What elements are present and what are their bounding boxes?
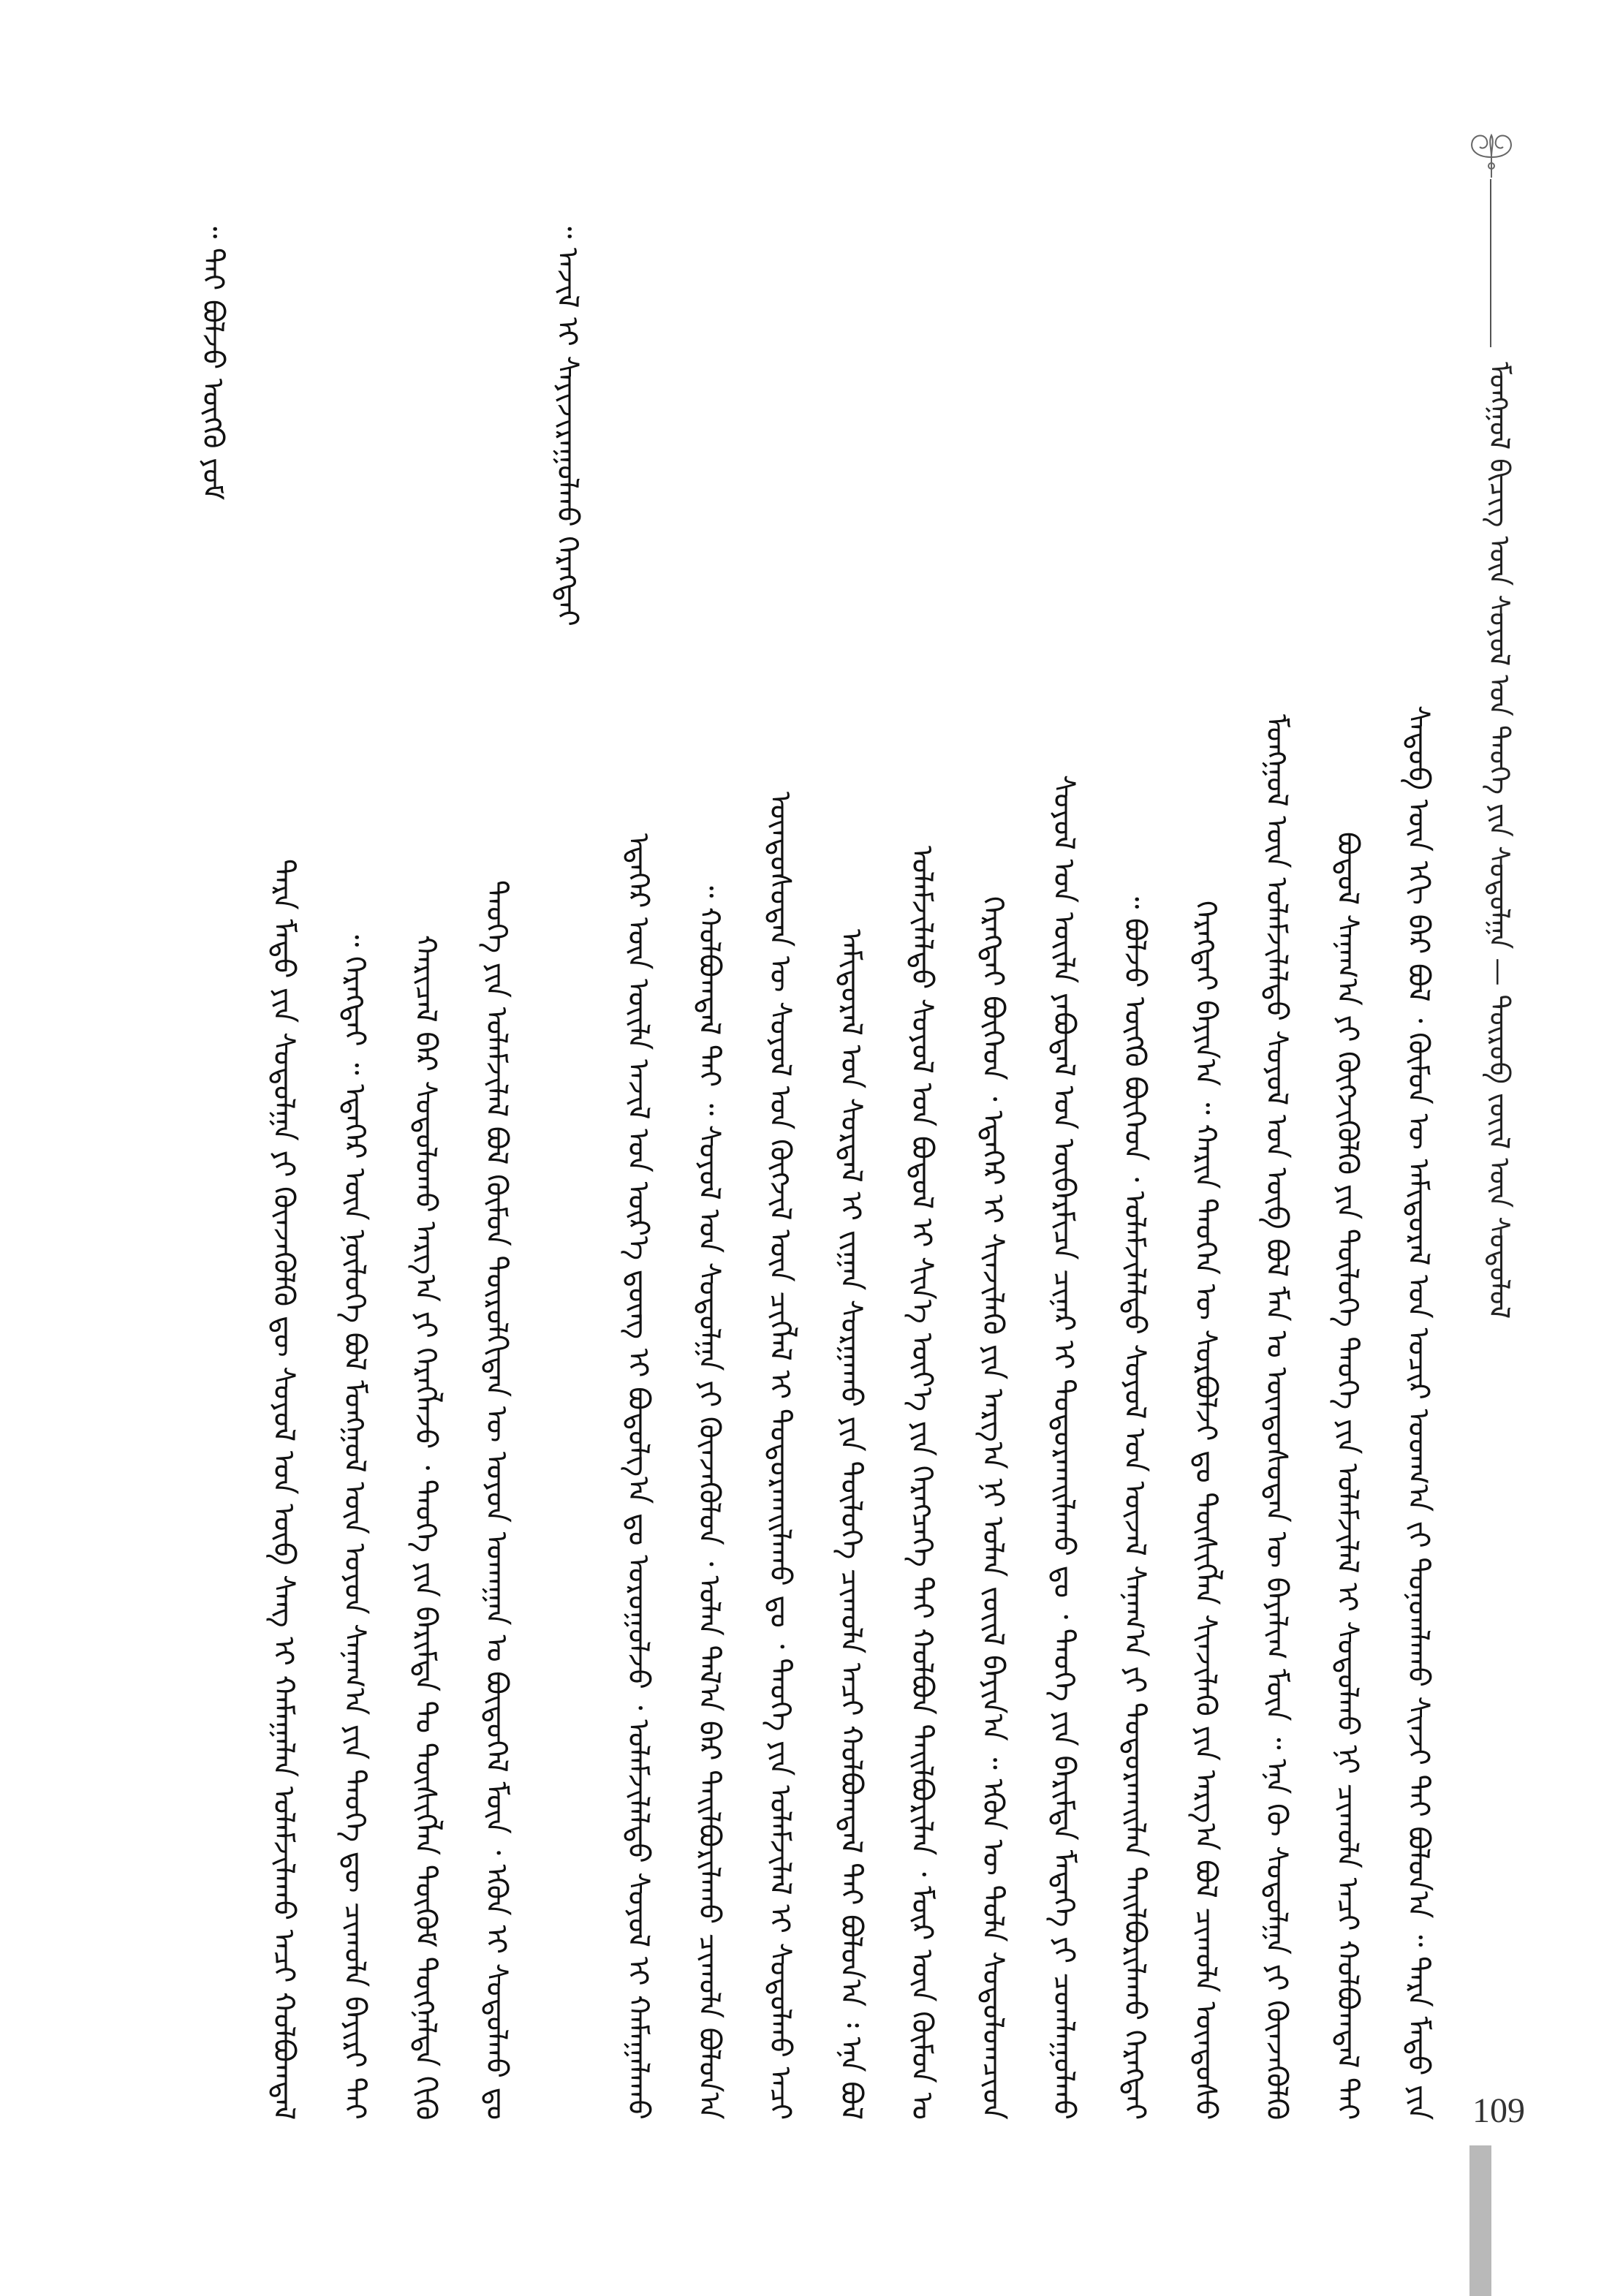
text-column: ᠪᠣᠳᠤᠯ ᠰᠠᠨᠠᠭ᠎ᠠ ᠶᠢ ᠬᠥᠭᠵᠢᠭᠦᠯᠬᠦ ᠶᠢᠨ ᠲᠥᠯᠥᠭᠡ ᠲᠡᠦᠬᠡ ᠶᠢᠨ ᠤᠯᠠᠮᠵᠢᠯᠠᠯ ᠢ ᠰᠤᠳᠤᠯᠬᠤ ᠨᠢ ᠴᠢᠬᠤᠯᠠ ᠠᠴᠢ ᠬᠣᠯᠪᠣᠭᠳᠠᠯ ᠲᠠᠢ	[1331, 831, 1364, 2120]
text-column: ᠬᠠᠷᠢᠴᠠᠯ ᠪᠡᠷ ᠰᠤᠳᠤᠯᠤᠬᠤ ᠠᠷᠭ᠎ᠠ ᠶᠢ ᠬᠡᠷᠡᠭᠯᠡᠵᠦ ᠂ ᠲᠡᠦᠬᠡ ᠶᠢᠨ ᠪᠠᠷᠢᠮᠲᠠ ᠲᠤ ᠲᠦᠰᠢᠭᠯᠡᠨ ᠳᠦᠭᠦᠮ ᠳᠦᠭᠨᠡᠯᠲᠡ ᠬᠢᠬᠦ	[409, 934, 442, 2120]
text-column: ᠪᠣᠯᠵᠤ ᠥᠭᠬᠦ ᠪᠥᠭᠡᠳ ᠂ ᠤᠯᠠᠮᠵᠢᠯᠠᠯᠲᠤ ᠰᠣᠶᠣᠯ ᠤᠨ ᠦᠵᠡᠯ ᠰᠠᠨᠠᠭ᠎ᠠ ᠶᠢ ᠲᠣᠳᠤᠷᠬᠠᠢᠯᠠᠨ ᠲᠠᠢᠯᠪᠤᠷᠢᠯᠠᠬᠤ ᠬᠡᠷᠡᠭᠲᠡᠢ ᠃	[1118, 889, 1151, 2120]
text-column: ᠬᠡᠷᠡᠭᠲᠡᠢ ᠪᠥᠭᠡᠳ ᠂ ᠡᠳᠡᠭᠡᠷ ᠢ ᠰᠢᠨᠵᠢᠯᠡᠬᠦ ᠶᠢᠨ ᠠᠷᠭ᠎ᠠ ᠨᠢ ᠣᠯᠠᠨ ᠵᠦᠢᠯ ᠪᠠᠶᠢᠨ᠎ᠠ ᠃ ᠡᠭᠦᠨ ᠦ ᠲᠤᠯᠠ ᠰᠤᠳᠤᠯᠤᠭᠴᠢᠳ	[976, 896, 1010, 2120]
text-column: ᠬᠣᠯᠪᠣᠭᠳᠠᠯ ᠲᠠᠢ ᠃ ᠰᠣᠶᠣᠯ ᠤᠨ ᠰᠤᠳᠤᠯᠭᠠ ᠶᠢ ᠭᠦᠨᠵᠡᠭᠦᠯᠦᠨ ᠂ ᠣᠯᠠᠨ ᠲᠠᠯ᠎ᠠ ᠪᠠᠷ ᠲᠠᠢᠯᠪᠤᠷᠢᠯᠠᠬᠤ ᠴᠢᠬᠤᠯᠠ ᠪᠣᠯᠤᠨ᠎ᠠ ᠃	[692, 879, 726, 2120]
text-column: ᠬᠡᠷᠡᠭᠲᠡᠢ ᠃ ᠡᠳᠡᠭᠡᠷ ᠦᠨ ᠨᠥᠯᠥᠭᠡ ᠪᠣᠯ ᠮᠣᠩᠭᠣᠯ ᠦᠨ ᠣᠶᠤᠨ ᠰᠠᠨᠠᠭ᠎ᠠ ᠶᠢᠨ ᠲᠡᠦᠬᠡ ᠳᠦ ᠴᠢᠬᠤᠯᠠ ᠪᠠᠶᠢᠷᠢ ᠲᠡᠢ ᠃	[338, 928, 371, 2120]
text-column: ᠬᠡᠷᠡᠭᠲᠡᠢ ᠪᠠᠶᠢᠨ᠎ᠠ ᠃ ᠬᠠᠷᠢᠨ ᠲᠡᠦᠬᠡᠨ ᠦ ᠰᠤᠷᠪᠤᠯᠵᠢ ᠳᠤ ᠲᠦᠰᠢᠭᠯᠡᠨ ᠰᠢᠨᠵᠢᠯᠡᠬᠦ ᠶᠢᠨ ᠠᠷᠭ᠎ᠠ ᠪᠣᠯ ᠴᠢᠬᠤᠯᠠ ᠦᠨᠳᠦᠰᠦ	[1189, 900, 1222, 2120]
text-column: ᠤᠯᠠᠮᠵᠢᠯᠠᠯᠲᠤ ᠰᠣᠶᠣᠯ ᠤᠨ ᠪᠣᠳᠤᠯ ᠢ ᠰᠢᠨ᠎ᠡ ᠦᠶ᠎ᠡ ᠶᠢᠨ ᠬᠡᠷᠡᠭᠴᠡᠭᠡ ᠲᠡᠢ ᠬᠣᠯᠪᠣᠨ ᠲᠠᠢᠯᠪᠤᠷᠢᠯᠠᠨ ᠂ ᠮᠥᠷ ᠦᠨ ᠬᠦᠮᠦᠨ ᠤ	[905, 846, 939, 2120]
header-rule	[1490, 179, 1491, 347]
text-column: ᠠᠮᠢᠳᠤᠷᠠᠯ ᠤᠨ ᠰᠤᠷᠲᠠᠯ ᠢ ᠵᠢᠭᠠᠨ ᠰᠤᠷᠭᠠᠬᠤ ᠶᠢᠨ ᠲᠥᠯᠥᠭᠡ ᠴᠢᠬᠤᠯᠠ ᠠᠴᠢ ᠬᠣᠯᠪᠣᠭᠳᠠᠯ ᠲᠠᠢ ᠪᠣᠯᠤᠨ᠎ᠠ ᠄ ᠡᠨᠡ ᠪᠣᠯ	[834, 928, 868, 2120]
running-header	[1448, 128, 1535, 1765]
text-column: ᠲᠡᠦᠬᠡ ᠶᠢᠨ ᠤᠯᠠᠮᠵᠢᠯᠠᠯ ᠪᠣᠯ ᠬᠦᠮᠦᠨ ᠲᠥᠷᠥᠯᠬᠢᠲᠡᠨ ᠦ ᠣᠶᠤᠨ ᠤᠬᠠᠭᠠᠨ ᠤ ᠪᠦᠲᠦᠭᠡᠯ ᠮᠥᠨ ᠂ ᠡᠭᠦᠨ ᠢ ᠰᠤᠳᠤᠯᠬᠤ ᠳᠤ	[480, 879, 513, 2120]
text-column: ᠲᠡᠷᠡ ᠮᠡᠲᠦ ᠶᠢᠨ ᠰᠤᠳᠤᠯᠭᠠ ᠶᠢ ᠭᠦᠨᠵᠡᠭᠦᠯᠬᠦ ᠳᠦ ᠰᠣᠶᠣᠯ ᠤᠨ ᠦᠪ ᠰᠠᠩ ᠢ ᠬᠠᠮᠠᠭᠠᠯᠠᠨ ᠤᠯᠠᠮᠵᠢᠯᠠᠬᠤ ᠠᠴᠢ ᠬᠣᠯᠪᠣᠭᠳᠠᠯ	[267, 858, 300, 2120]
text-column: ᠰᠣᠶᠣᠯ ᠤᠨ ᠦᠢᠯᠡ ᠶᠠᠪᠤᠳᠠᠯ ᠤᠨ ᠥᠪᠡᠷᠮᠢᠴᠡ ᠴᠢᠨᠠᠷ ᠢ ᠲᠣᠳᠤᠷᠬᠠᠢᠯᠠᠬᠤ ᠳᠤ ᠂ ᠲᠡᠦᠬᠡ ᠶᠢᠨ ᠪᠠᠷᠢᠮᠲᠠ ᠮᠡᠳᠡᠭᠡ ᠶᠢ ᠴᠤᠭᠯᠠᠭᠤᠯᠬᠤ	[1047, 775, 1081, 2120]
page-number: 109	[1472, 2091, 1525, 2130]
text-column: ᠡᠳᠡᠭᠡᠷ ᠦᠨ ᠦᠢᠯᠡ ᠠᠵᠢᠯ ᠤᠨ ᠦᠷ᠎ᠡ ᠳ᠋ᠦᠩ ᠢ ᠪᠣᠳᠤᠯᠭ᠎ᠠ ᠳᠤ ᠣᠷᠣᠭᠤᠯᠵᠤ ᠂ ᠤᠯᠠᠮᠵᠢᠯᠠᠯᠲᠤ ᠰᠣᠶᠣᠯ ᠢ ᠬᠠᠮᠠᠭᠠᠯᠠᠬᠤ	[621, 833, 655, 2120]
body-text	[175, 219, 1433, 2120]
text-column: ᠮᠣᠩᠭᠣᠯ ᠦᠨ ᠤᠯᠠᠮᠵᠢᠯᠠᠯᠲᠤ ᠰᠣᠶᠣᠯ ᠤᠨ ᠥᠪ ᠪᠣᠯ ᠮᠠᠨ ᠤ ᠦᠨᠳᠦᠰᠦᠲᠡᠨ ᠦ ᠪᠠᠶᠠᠯᠢᠭ ᠮᠥᠨ ᠃ ᠡᠨᠡ ᠬᠦ ᠰᠤᠳᠤᠯᠭᠠ ᠶᠢ ᠭᠦᠨᠵᠡᠭᠦᠯᠬᠦ	[1260, 713, 1293, 2120]
text-column: ᠦᠨᠳᠦᠰᠦᠲᠡᠨ ᠦ ᠰᠣᠶᠣᠯ ᠤᠨ ᠬᠥᠭᠵᠢᠯ ᠦᠨ ᠴᠢᠭᠯᠡᠯ ᠢ ᠲᠣᠳᠤᠷᠬᠠᠢᠯᠠᠬᠤ ᠳᠤ ᠂ ᠲᠡᠦᠬᠡ ᠶᠢᠨ ᠤᠯᠠᠮᠵᠢᠯᠠᠯ ᠢ ᠰᠤᠳᠤᠯᠬᠤ ᠠᠴᠢ	[763, 791, 797, 2120]
text-column: ᠰᠡᠳᠦᠪ ᠦᠨ ᠡᠬᠢ ᠪᠡᠷ ᠪᠣᠯ ᠂ ᠬᠦᠮᠦᠨ ᠦ ᠠᠮᠢᠳᠤᠷᠠᠯ ᠤᠨ ᠤᠴᠢᠷ ᠤᠳᠬ᠎ᠠ ᠵᠢ ᠲᠣᠨᠣᠭᠯᠠᠬᠤ ᠰᠢᠨᠵᠢ ᠲᠡᠢ ᠪᠣᠯᠤᠨ᠎ᠠ ᠃ ᠲᠡᠷᠡ ᠮᠡᠲᠦ ᠶᠢᠨ	[1401, 705, 1435, 2120]
side-tab	[1469, 2145, 1491, 2296]
text-column: ᠠᠵᠢᠯ ᠢ ᠰᠠᠶᠢᠵᠢᠷᠠᠭᠤᠯᠬᠤ ᠬᠡᠷᠡᠭᠲᠡᠢ ᠃	[551, 219, 584, 626]
text-column: ᠲᠠᠢ ᠪᠣᠯᠵᠤ ᠥᠭᠬᠦ ᠶᠤᠮ ᠃	[196, 219, 230, 501]
header-title: ᠮᠣᠩᠭᠣᠯ ᠪᠢᠴᠢᠭ ᠦᠨ ᠰᠣᠶᠣᠯ ᠤᠨ ᠲᠡᠦᠬᠡ ᠶᠢᠨ ᠰᠤᠳᠤᠯᠭᠠ — ᠲᠦᠷᠦᠪ ᠵᠦᠢᠯ ᠦᠨ ᠰᠤᠳᠤᠯᠤᠯ	[1483, 362, 1516, 1319]
ornament-icon	[1462, 128, 1521, 179]
